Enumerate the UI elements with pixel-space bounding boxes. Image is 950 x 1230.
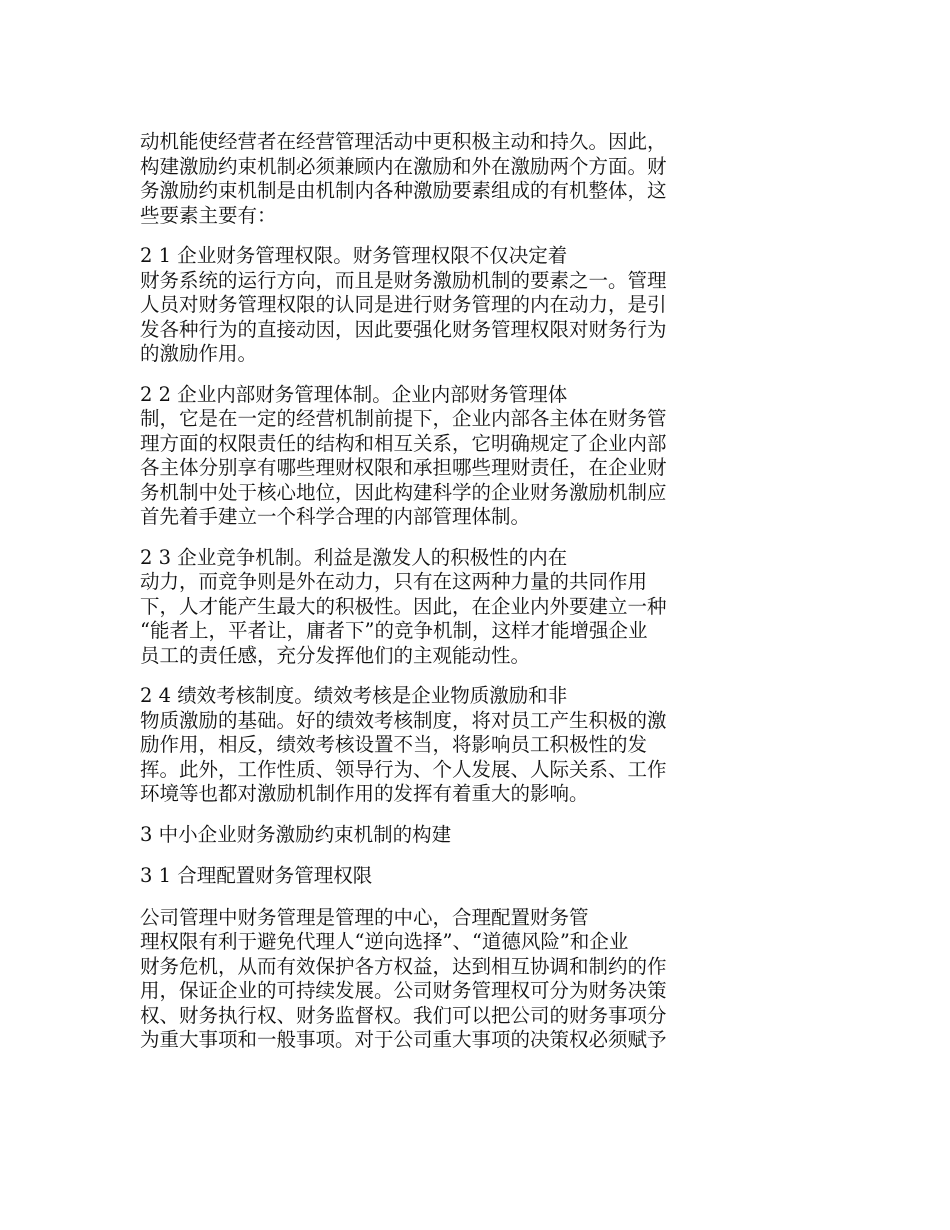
paragraph-2-4: 2 4 绩效考核制度。绩效考核是企业物质激励和非 物质激励的基础。好的绩效考核制度，将对员工产生积极的激 励作用，相反，绩效考核设置不当，将影响员工积极性的发 挥。此外，工作性质、领导行为、个人发展、人际关系、工作 环境等也都对激励机制作用的发挥有着重大的影响。 (140, 684, 667, 805)
paragraph-2-3: 2 3 企业竞争机制。利益是激发人的积极性的内在 动力，而竞争则是外在动力，只有在这两种力量的共同作用 下，人才能产生最大的积极性。因此，在企业内外要建立一种 “能者上，平者让，庸者下”的竞争机制，这样才能增强企业 员工的责任感，充分发挥他们的主观能动性。 (140, 545, 667, 667)
paragraph-intro: 动机能使经营者在经营管理活动中更积极主动和持久。因此， 构建激励约束机制必须兼顾内在激励和外在激励两个方面。财 务激励约束机制是由机制内各种激励要素组成的有机整体，这 些要素主要有： (140, 130, 667, 227)
section-heading-3: 3 中小企业财务激励约束机制的构建 (140, 822, 452, 846)
paragraph-3-1-body: 公司管理中财务管理是管理的中心，合理配置财务管 理权限有利于避免代理人“逆向选择”、“道德风险”和企业 财务危机，从而有效保护各方权益，达到相互协调和制约的作 用，保证企业的可持续发展。公司财务管理权可分为财务决策 权、财务执行权、财务监督权。我们可以把公司的财务事项分 为重大事项和一般事项。对于公司重大事项的决策权必须赋予 (140, 905, 667, 1051)
paragraph-2-2: 2 2 企业内部财务管理体制。企业内部财务管理体 制，它是在一定的经营机制前提下，企业内部各主体在财务管 理方面的权限责任的结构和相互关系，它明确规定了企业内部 各主体分别享有哪些理财权限和承担哪些理财责任，在企业财 务机制中处于核心地位，因此构建科学的企业财务激励机制应 首先着手建立一个科学合理的内部管理体制。 (140, 382, 667, 528)
subsection-heading-3-1: 3 1 合理配置财务管理权限 (140, 864, 373, 887)
document-body (140, 130, 730, 1069)
paragraph-2-1: 2 1 企业财务管理权限。财务管理权限不仅决定着 财务系统的运行方向，而且是财务激励机制的要素之一。管理 人员对财务管理权限的认同是进行财务管理的内在动力，是引 发各种行为的直接动因，因此要强化财务管理权限对财务行为 的激励作用。 (140, 244, 667, 365)
